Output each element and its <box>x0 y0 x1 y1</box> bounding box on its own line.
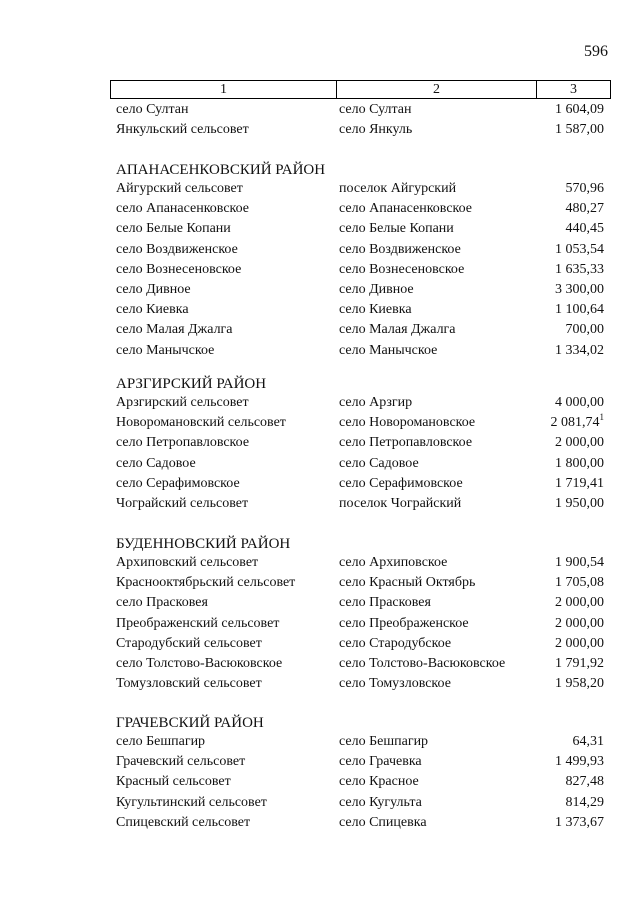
area-value <box>555 301 604 319</box>
table-row <box>0 635 640 655</box>
settlement-name: село Дивное <box>116 282 191 297</box>
admin-center: село Апанасенковское <box>339 201 473 217</box>
footnote-marker: 1 <box>599 412 604 423</box>
area-value <box>555 101 604 119</box>
area-value <box>555 434 604 452</box>
table-row <box>0 475 640 495</box>
table-row <box>0 753 640 773</box>
area-value <box>555 121 604 139</box>
area-value <box>555 495 604 513</box>
area-value <box>555 455 604 473</box>
settlement-name: село Толстово-Васюковское <box>116 656 283 671</box>
admin-center: село Красное <box>339 774 419 790</box>
area-value <box>555 342 604 360</box>
area-value <box>566 180 605 198</box>
value-text: 1 373,67 <box>555 814 604 830</box>
table-row <box>0 342 640 362</box>
value-text: 827,48 <box>565 774 604 790</box>
admin-center: село Бешпагир <box>339 734 429 749</box>
area-value <box>566 321 605 339</box>
area-value <box>555 635 604 653</box>
value-text: 1 100,64 <box>555 302 604 318</box>
area-value <box>555 241 604 259</box>
admin-center: село Вознесеновское <box>339 261 465 277</box>
value-text: 1 334,02 <box>555 342 604 358</box>
admin-center: село Толстово-Васюковское <box>339 656 506 671</box>
admin-center: село Прасковея <box>339 595 431 611</box>
settlement-name: село Воздвиженское <box>116 241 238 257</box>
table-row <box>0 301 640 321</box>
admin-center: поселок Айгурский <box>339 181 457 196</box>
value-text: 440,45 <box>565 221 604 237</box>
settlement-name: Красный сельсовет <box>116 774 231 790</box>
header-col-3: 3 <box>570 82 577 97</box>
value-text: 480,27 <box>565 201 604 217</box>
settlement-name: Преображенский сельсовет <box>116 615 280 631</box>
table-row <box>0 574 640 594</box>
area-value <box>555 475 604 493</box>
settlement-name: село Бешпагир <box>116 734 206 749</box>
value-text: 3 300,00 <box>555 282 604 297</box>
value-text: 2 000,00 <box>555 595 604 611</box>
admin-center: село Киевка <box>339 302 412 318</box>
area-value <box>566 794 605 812</box>
admin-center: село Серафимовское <box>339 475 463 491</box>
settlement-name: село Султан <box>116 102 189 117</box>
value-text: 1 499,93 <box>555 754 604 770</box>
admin-center: село Воздвиженское <box>339 241 461 257</box>
admin-center: село Новоромановское <box>339 415 476 431</box>
area-value <box>555 814 604 832</box>
district-heading: БУДЕННОВСКИЙ РАЙОН <box>116 536 291 552</box>
settlement-name: Архиповский сельсовет <box>116 555 259 570</box>
table-row <box>0 200 640 220</box>
admin-center: поселок Чограйский <box>339 496 462 511</box>
admin-center: село Садовое <box>339 455 419 471</box>
admin-center: село Малая Джалга <box>339 322 456 338</box>
admin-center: село Преображенское <box>339 615 469 631</box>
value-text: 1 900,54 <box>555 555 604 570</box>
settlement-name: село Садовое <box>116 455 196 471</box>
settlement-name: Грачевский сельсовет <box>116 754 246 770</box>
table-row <box>0 281 640 301</box>
table-row <box>0 554 640 574</box>
area-value <box>566 220 605 238</box>
settlement-name: Краснооктябрьский сельсовет <box>116 575 296 591</box>
table-row <box>0 814 640 834</box>
area-value <box>555 615 604 633</box>
settlement-name: Томузловский сельсовет <box>116 676 262 692</box>
table-row <box>0 675 640 695</box>
district-heading: ГРАЧЕВСКИЙ РАЙОН <box>116 715 264 731</box>
admin-center: село Янкуль <box>339 122 413 138</box>
value-text: 570,96 <box>565 181 604 196</box>
table-row <box>0 220 640 240</box>
table-header <box>110 80 611 99</box>
area-value <box>555 675 604 693</box>
table-row <box>0 733 640 753</box>
settlement-name: село Серафимовское <box>116 475 240 491</box>
table-row <box>0 615 640 635</box>
value-text: 1 719,41 <box>555 475 604 491</box>
admin-center: село Арзгир <box>339 395 413 410</box>
admin-center: село Кугульта <box>339 794 422 810</box>
table-row <box>0 773 640 793</box>
settlement-name: Новоромановский сельсовет <box>116 415 286 431</box>
area-value <box>555 655 604 673</box>
page-number: 596 <box>584 43 608 60</box>
value-text: 1 800,00 <box>555 455 604 471</box>
settlement-name: село Белые Копани <box>116 221 231 237</box>
table-row <box>0 655 640 675</box>
value-text: 2 081,74 <box>550 415 600 431</box>
settlement-name: Янкульский сельсовет <box>116 122 249 138</box>
value-text: 2 000,00 <box>555 635 604 651</box>
admin-center: село Архиповское <box>339 555 448 570</box>
settlement-name: Стародубский сельсовет <box>116 635 262 651</box>
value-text: 1 958,20 <box>555 676 604 692</box>
admin-center: село Петропавловское <box>339 435 473 451</box>
area-value <box>555 594 604 612</box>
area-value <box>566 200 605 218</box>
table-row <box>0 180 640 200</box>
value-text: 64,31 <box>572 734 604 749</box>
area-value <box>555 394 604 412</box>
settlement-name: Чограйский сельсовет <box>116 496 249 511</box>
table-row <box>0 261 640 281</box>
value-text: 4 000,00 <box>555 395 604 410</box>
area-value <box>555 554 604 572</box>
table-row <box>0 121 640 141</box>
area-value <box>566 773 605 791</box>
admin-center: село Томузловское <box>339 676 451 692</box>
value-text: 1 053,54 <box>555 241 604 257</box>
area-value <box>555 753 604 771</box>
area-value <box>555 281 604 299</box>
settlement-name: село Петропавловское <box>116 435 250 451</box>
admin-center: село Грачевка <box>339 754 422 770</box>
table-row <box>0 434 640 454</box>
settlement-name: село Прасковея <box>116 595 208 611</box>
settlement-name: село Киевка <box>116 302 189 318</box>
value-text: 2 000,00 <box>555 615 604 631</box>
table-row <box>0 455 640 475</box>
value-text: 814,29 <box>565 794 604 810</box>
value-text: 700,00 <box>565 322 604 338</box>
table-row <box>0 394 640 414</box>
value-text: 1 950,00 <box>555 496 604 511</box>
admin-center: село Манычское <box>339 342 438 358</box>
value-text: 1 604,09 <box>555 102 604 117</box>
area-value <box>551 414 605 432</box>
value-text: 2 000,00 <box>555 435 604 451</box>
district-heading: АПАНАСЕНКОВСКИЙ РАЙОН <box>116 162 326 178</box>
settlement-name: село Малая Джалга <box>116 322 233 338</box>
settlement-name: Кугультинский сельсовет <box>116 794 267 810</box>
area-value <box>555 574 604 592</box>
value-text: 1 587,00 <box>555 122 604 138</box>
header-col-2: 2 <box>337 81 537 98</box>
table-row <box>0 495 640 515</box>
settlement-name: село Манычское <box>116 342 215 358</box>
admin-center: село Стародубское <box>339 635 452 651</box>
admin-center: село Спицевка <box>339 814 427 830</box>
settlement-name: Айгурский сельсовет <box>116 181 243 196</box>
header-col-1: 1 <box>111 81 337 98</box>
admin-center: село Дивное <box>339 282 414 297</box>
area-value <box>573 733 605 751</box>
admin-center: село Султан <box>339 102 412 117</box>
table-row <box>0 321 640 341</box>
value-text: 1 635,33 <box>555 261 604 277</box>
table-row <box>0 794 640 814</box>
table-row <box>0 101 640 121</box>
table-row <box>0 414 640 434</box>
settlement-name: село Вознесеновское <box>116 261 242 277</box>
table-row <box>0 241 640 261</box>
table-row <box>0 594 640 614</box>
admin-center: село Красный Октябрь <box>339 575 476 591</box>
district-heading: АРЗГИРСКИЙ РАЙОН <box>116 376 267 392</box>
area-value <box>555 261 604 279</box>
value-text: 1 705,08 <box>555 575 604 591</box>
settlement-name: Спицевский сельсовет <box>116 814 251 830</box>
admin-center: село Белые Копани <box>339 221 454 237</box>
settlement-name: Арзгирский сельсовет <box>116 395 249 410</box>
settlement-name: село Апанасенковское <box>116 201 250 217</box>
value-text: 1 791,92 <box>555 656 604 671</box>
